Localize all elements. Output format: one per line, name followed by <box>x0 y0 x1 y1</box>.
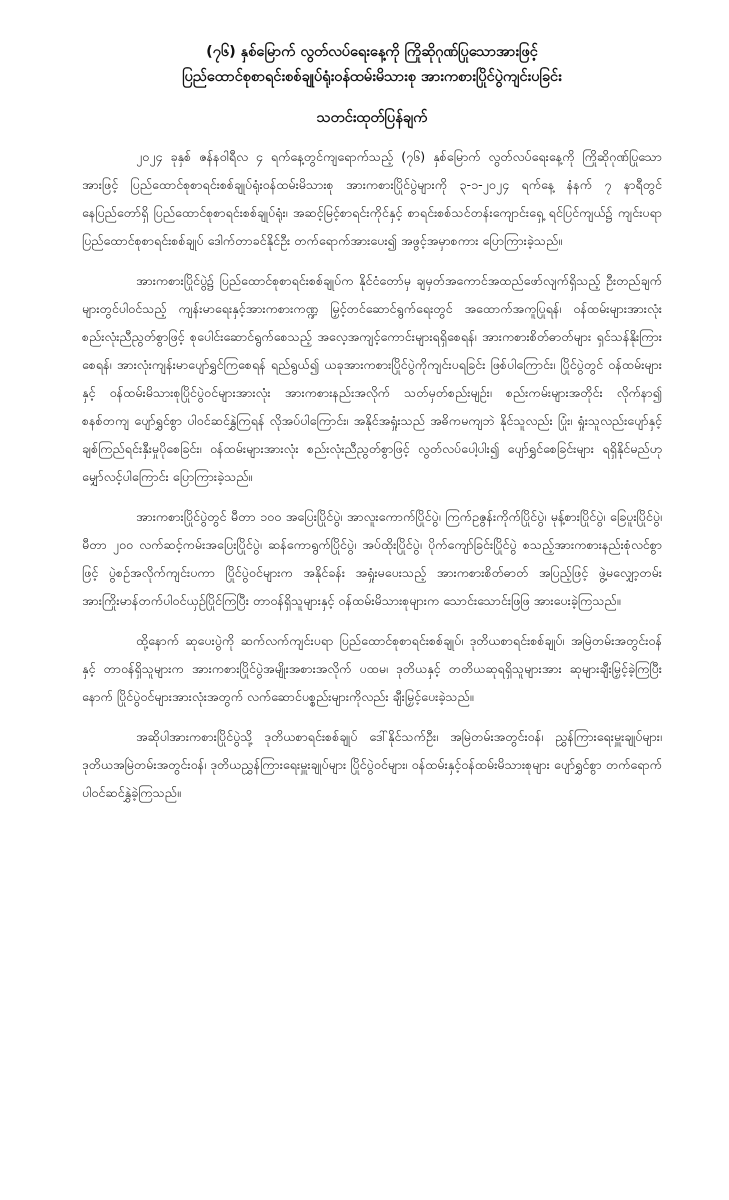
paragraph-2: အားကစားပြိုင်ပွဲ၌ ပြည်ထောင်စုစာရင်းစစ်ချုပ်က နိုင်ငံတော်မှ ချမှတ်အကောင်အထည်ဖော်လျက်ရှိသည့် ဦးတည်ချက်များတွင်ပါဝင်သည့် ကျန်းမာရေးနှင့်အားကစားကဏ္ဍ မြှင့်တင်ဆောင်ရွက်ရေးတွင် အထောက်အကူပြုရန်၊ ဝန်ထမ်းများအားလုံးစည်းလုံးညီညွတ်စွာဖြင့် စုပေါင်းဆောင်ရွက်စေသည့် အလေ့အကျင့်ကောင်းများရရှိစေရန်၊ အားကစားစိတ်ဓာတ်များ ရှင်သန်နိုးကြားစေရန်၊ အားလုံးကျန်းမာပျော်ရွှင်ကြစေရန် ရည်ရွယ်၍ ယခုအားကစားပြိုင်ပွဲကိုကျင်းပရခြင်း ဖြစ်ပါကြောင်း၊ ပြိုင်ပွဲတွင် ဝန်ထမ်းများနှင့် ဝန်ထမ်းမိသားစုပြိုင်ပွဲဝင်များအားလုံး အားကစားနည်းအလိုက် သတ်မှတ်စည်းမျဉ်း၊ စည်းကမ်းများအတိုင်း လိုက်နာ၍ စနစ်တကျ ပျော်ရွှင်စွာ ပါဝင်ဆင်နွှဲကြရန် လိုအပ်ပါကြောင်း၊ အနိုင်အရှုံးသည် အဓိကမကျဘဲ နိုင်သူလည်း ပြုံး၊ ရှုံးသူလည်းပျော်နှင့် ချစ်ကြည်ရင်းနှီးမှုပိုစေခြင်း၊ ဝန်ထမ်းများအားလုံး စည်းလုံးညီညွတ်စွာဖြင့် လွတ်လပ်ပေါ့ပါး၍ ပျော်ရွှင်စေခြင်းများ ရရှိနိုင်မည်ဟု မျှော်လင့်ပါကြောင်း ပြောကြားခဲ့သည်။ <box>82 273 662 484</box>
title-line-2: ပြည်ထောင်စုစာရင်းစစ်ချုပ်ရုံးဝန်ထမ်းမိသားစု အားကစားပြိုင်ပွဲကျင်းပခြင်း <box>182 69 562 85</box>
document-subtitle: သတင်းထုတ်ပြန်ချက် <box>316 110 428 126</box>
paragraph-5: အဆိုပါအားကစားပြိုင်ပွဲသို့ ဒုတိယစာရင်းစစ်ချုပ် ဒေါ်နိုင်သက်ဦး၊ အမြဲတမ်းအတွင်းဝန်၊ ညွှန်ကြားရေးမှူးချုပ်များ၊ ဒုတိယအမြဲတမ်းအတွင်းဝန်၊ ဒုတိယညွှန်ကြားရေးမှူးချုပ်များ ပြိုင်ပွဲဝင်များ၊ ဝန်ထမ်းနှင့်ဝန်ထမ်းမိသားစုများ ပျော်ရွှင်စွာ တက်ရောက်ပါဝင်ဆင်နွှဲခဲ့ကြသည်။ <box>82 729 662 800</box>
title-line-1: (၇၆) နှစ်မြောက် လွတ်လပ်ရေးနေ့ကို ကြိုဆိုဂုဏ်ပြုသောအားဖြင့် <box>206 44 538 60</box>
paragraph-1: ၂၀၂၄ ခုနှစ် ဇန်နဝါရီလ ၄ ရက်နေ့တွင်ကျရောက်သည့် (၇၆) နှစ်မြောက် လွတ်လပ်ရေးနေ့ကို ကြိုဆိုဂုဏ်ပြုသောအားဖြင့် ပြည်ထောင်စုစာရင်းစစ်ချုပ်ရုံးဝန်ထမ်းမိသားစု အားကစားပြိုင်ပွဲများကို ၃-၁-၂၀၂၄ ရက်နေ့ နံနက် ၇ နာရီတွင် နေပြည်တော်ရှိ ပြည်ထောင်စုစာရင်းစစ်ချုပ်ရုံး၊ အဆင့်မြင့်စာရင်းကိုင်နှင့် စာရင်းစစ်သင်တန်းကျောင်းရှေ့ ရင်ပြင်ကျယ်၌ ကျင်းပရာ ပြည်ထောင်စုစာရင်းစစ်ချုပ် ဒေါက်တာခင်နိုင်ဦး တက်ရောက်အားပေး၍ အဖွင့်အမှာစကား ပြောကြားခဲ့သည်။ <box>82 149 662 248</box>
press-release-page <box>82 40 662 819</box>
paragraph-3: အားကစားပြိုင်ပွဲတွင် မီတာ ၁၀၀ အပြေးပြိုင်ပွဲ၊ အာလူးကောက်ပြိုင်ပွဲ၊ ကြက်ဥဇွန်းကိုက်ပြိုင်ပွဲ၊ မုန့်စားပြိုင်ပွဲ၊ ခြေပူးပြိုင်ပွဲ၊ မီတာ ၂၀၀ လက်ဆင့်ကမ်းအပြေးပြိုင်ပွဲ၊ ဆန်ကောရွက်ပြိုင်ပွဲ၊ အပ်ထိုးပြိုင်ပွဲ၊ ပိုက်ကျော်ခြင်းပြိုင်ပွဲ စသည့်အားကစားနည်းစုံလင်စွာဖြင့် ပွဲစဉ်အလိုက်ကျင်းပကာ ပြိုင်ပွဲဝင်များက အနိုင်ခန်း အရှုံးမပေးသည့် အားကစားစိတ်ဓာတ် အပြည့်ဖြင့် ဖွဲ့မလျှော့တမ်း အားကြိုးမာန်တက်ပါဝင်ယှဉ်ပြိုင်ကြပြီး တာဝန်ရှိသူများနှင့် ဝန်ထမ်းမိသားစုများက သောင်းသောင်းဖြဖြ အားပေးခဲ့ကြသည်။ <box>82 509 662 608</box>
document-title <box>82 40 662 90</box>
paragraph-4: ထို့နောက် ဆုပေးပွဲကို ဆက်လက်ကျင်းပရာ ပြည်ထောင်စုစာရင်းစစ်ချုပ်၊ ဒုတိယစာရင်းစစ်ချုပ်၊ အမြဲတမ်းအတွင်းဝန်နှင့် တာဝန်ရှိသူများက အားကစားပြိုင်ပွဲအမျိုးအစားအလိုက် ပထမ၊ ဒုတိယနှင့် တတိယဆုရရှိသူများအား ဆုများချီးမြှင့်ခဲ့ကြပြီးနောက် ပြိုင်ပွဲဝင်များအားလုံးအတွက် လက်ဆောင်ပစ္စည်းများကိုလည်း ချီးမြှင့်ပေးခဲ့သည်။ <box>82 633 662 704</box>
